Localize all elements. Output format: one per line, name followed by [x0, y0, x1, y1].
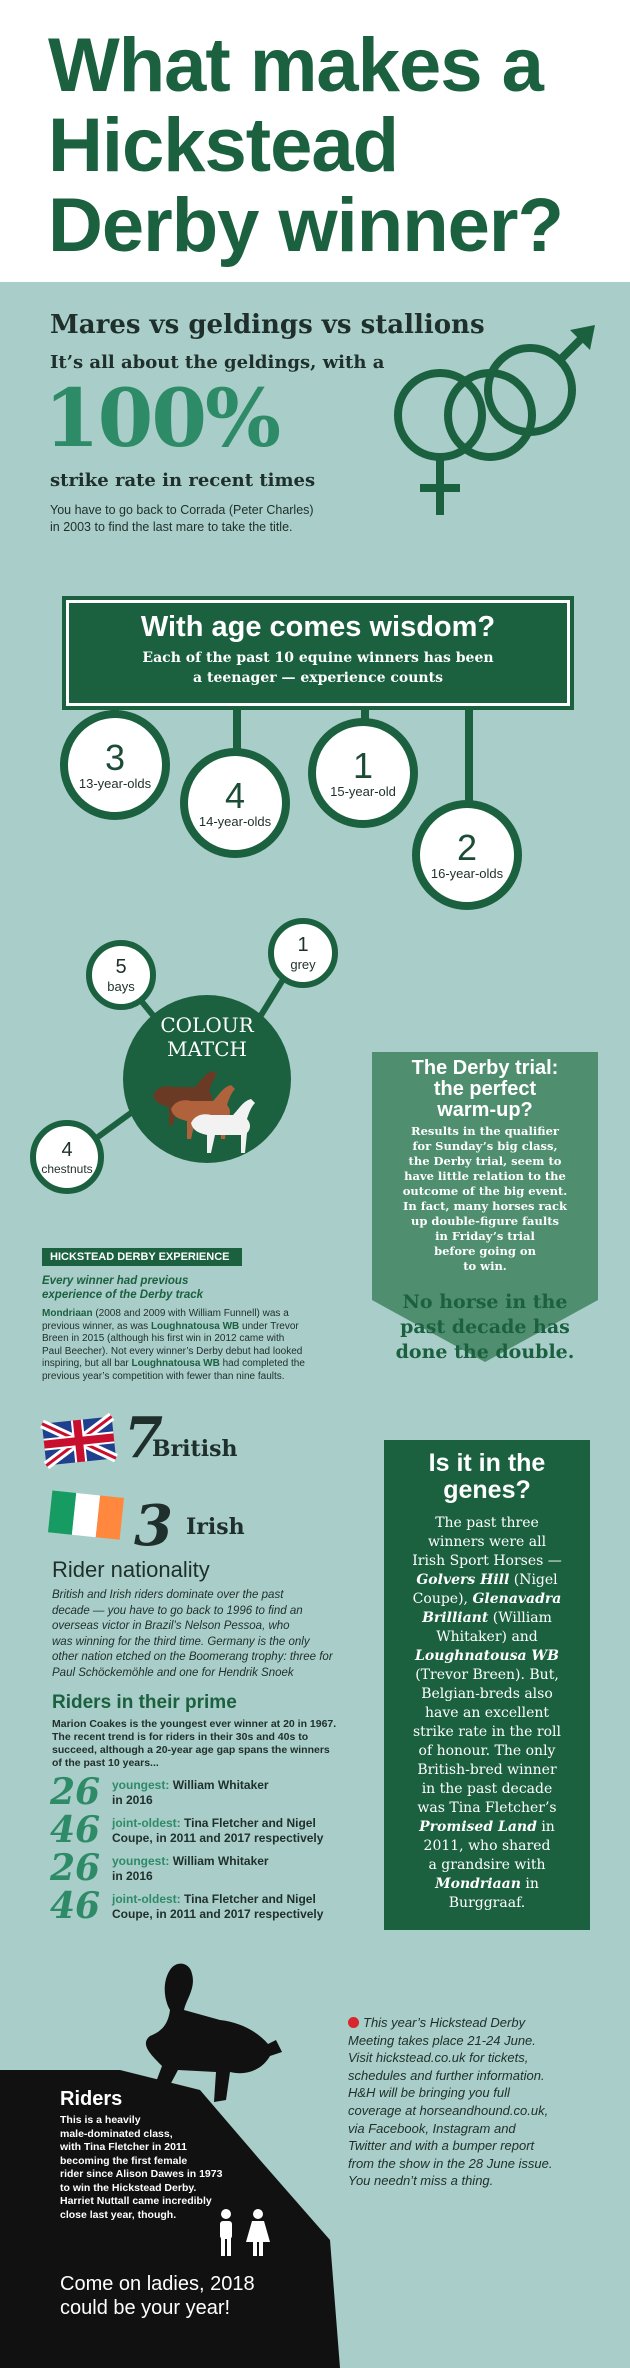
prime-stat-label: youngest: — [112, 1778, 170, 1792]
riders-cta-line: Come on ladies, 2018 — [60, 2273, 255, 2295]
genes-body-line — [384, 1761, 590, 1780]
age-label: 15-year-old — [330, 783, 396, 799]
horse-name: Mondriaan — [42, 1308, 93, 1319]
genes-panel — [384, 1440, 590, 1930]
age-count: 1 — [352, 744, 374, 786]
riders-heading: Riders — [60, 2088, 123, 2110]
ireland-flag-icon — [46, 1486, 124, 1544]
riders-body-line: becoming the first female — [60, 2154, 188, 2167]
prime-stat-line: Coupe, in 2011 and 2017 respectively — [112, 1907, 324, 1921]
text-run: British-bred winner — [417, 1762, 557, 1778]
british-count: 7 — [124, 1405, 163, 1471]
event-info-line: Meeting takes place 21-24 June. — [348, 2032, 536, 2048]
genes-heading-line: Is it in the — [428, 1449, 546, 1477]
nationality-body — [52, 1588, 333, 1681]
colour-bubble-chestnuts — [30, 1120, 104, 1194]
text-run: previous year’s competition with fewer than nine faults. — [42, 1370, 285, 1382]
nationality-body-line: Paul Schöckemöhle and one for Hendrik Snoek — [52, 1666, 294, 1679]
trial-footer-line: past decade has — [400, 1316, 570, 1338]
event-info-line: This year’s Hickstead Derby — [363, 2015, 526, 2030]
experience-body-line — [42, 1333, 372, 1346]
trial-heading — [372, 1058, 598, 1121]
prime-body-line: The recent trend is for riders in their 30s and 40s to — [52, 1731, 309, 1743]
event-info-line: from the show in the 28 June issue. — [348, 2155, 553, 2171]
prime-stat-name: William Whitaker — [172, 1778, 269, 1792]
prime-stat-line — [112, 1892, 323, 1907]
text-run: Paul Beecher). Not every winner’s Derby debut had looked — [42, 1345, 303, 1357]
prime-stat-label: joint-oldest: — [112, 1892, 181, 1906]
riders-body — [60, 2114, 222, 2222]
colour-bubble-bays — [86, 940, 156, 1010]
prime-stat-name: William Whitaker — [172, 1854, 269, 1868]
prime-stat-age: 26 — [50, 1847, 101, 1889]
text-run: of honour. The only — [418, 1743, 556, 1759]
colour-label: chestnuts — [41, 1161, 93, 1176]
age-subheading — [69, 648, 567, 688]
mares-body-line: in 2003 to find the last mare to take the title. — [50, 520, 293, 534]
colour-count: 1 — [297, 934, 309, 956]
genes-body-line — [384, 1894, 590, 1913]
prime-stat-age: 26 — [50, 1771, 101, 1813]
horse-name: Promised Land — [419, 1819, 537, 1835]
mares-subheading: It’s all about the geldings, with a — [50, 352, 385, 373]
event-info-line: coverage at horseandhound.co.uk, — [348, 2102, 549, 2118]
genes-body-line — [384, 1514, 590, 1533]
age-count: 3 — [104, 736, 126, 778]
mares-body — [50, 502, 314, 536]
title-line-3: Derby winner? — [48, 183, 563, 268]
experience-body-line — [42, 1308, 372, 1321]
genes-body-line — [384, 1837, 590, 1856]
genes-body-line — [384, 1647, 590, 1666]
trial-footer-line: done the double. — [395, 1341, 575, 1363]
text-run: winners were all — [427, 1534, 547, 1550]
riders-body-line: with Tina Fletcher in 2011 — [60, 2141, 188, 2153]
text-run: (William — [488, 1610, 552, 1626]
trial-heading-line: the perfect — [433, 1078, 537, 1100]
experience-subheading-line: Every winner had previous — [42, 1275, 189, 1287]
nationality-body-line: decade — you have to go back to 1996 to find an — [52, 1604, 303, 1617]
age-circle-16 — [412, 800, 522, 910]
prime-stat-age: 46 — [50, 1885, 101, 1927]
nationality-heading: Rider nationality — [52, 1557, 210, 1582]
experience-tag: HICKSTEAD DERBY EXPERIENCE — [42, 1248, 242, 1266]
horse-name: Loughnatousa WB — [131, 1358, 220, 1369]
genes-body-line — [384, 1856, 590, 1875]
experience-body-line — [42, 1358, 372, 1371]
horse-name: Mondriaan — [435, 1876, 521, 1892]
prime-stat-line — [112, 1854, 269, 1869]
prime-stat-row — [50, 1885, 380, 1928]
genes-body-line — [384, 1723, 590, 1742]
genes-body-line — [384, 1799, 590, 1818]
title-line-1: What makes a — [48, 23, 543, 108]
nationality-body-line: was winning for the third time. Germany is the only — [52, 1635, 310, 1648]
text-run: in — [536, 1819, 555, 1835]
text-run: (Nigel — [509, 1572, 558, 1588]
prime-body-line: of the past 10 years... — [52, 1757, 159, 1769]
experience-body-line — [42, 1321, 372, 1334]
trial-body-line: for Sunday’s big class, — [412, 1139, 558, 1153]
age-circle-13 — [60, 710, 170, 820]
colour-label: bays — [107, 979, 135, 994]
age-circle-14 — [180, 748, 290, 858]
event-info-line: schedules and further information. — [348, 2067, 545, 2083]
text-run: (Trevor Breen). But, — [415, 1667, 559, 1683]
red-dot-icon — [348, 2017, 359, 2028]
text-run: previous winner, as was — [42, 1320, 151, 1332]
riders-body-line: This is a heavily — [60, 2114, 141, 2126]
riders-body-line: close last year, though. — [60, 2208, 177, 2221]
text-run: under Trevor — [239, 1320, 299, 1332]
prime-stat-name: Tina Fletcher and Nigel — [184, 1892, 316, 1906]
genes-body-line — [384, 1590, 590, 1609]
big-percentage: 100% — [44, 371, 280, 465]
trial-body-line: the Derby trial, seem to — [408, 1154, 562, 1168]
text-run: have an excellent — [424, 1705, 549, 1721]
trial-body-line: Results in the qualifier — [411, 1124, 559, 1138]
prime-stat-name: Tina Fletcher and Nigel — [184, 1816, 316, 1830]
age-label: 16-year-olds — [430, 865, 504, 881]
horses-icon — [143, 1065, 273, 1160]
horse-name: Loughnatousa WB — [150, 1320, 240, 1332]
irish-count: 3 — [134, 1493, 173, 1559]
colour-count: 5 — [115, 956, 127, 978]
age-count: 2 — [456, 826, 478, 868]
nationality-body-line: British and Irish riders dominate over the past — [52, 1589, 284, 1601]
colour-title-line: COLOUR — [160, 1013, 254, 1037]
prime-stat-text — [112, 1816, 323, 1846]
trial-heading-line: The Derby trial: — [411, 1057, 559, 1079]
trial-body-line: to win. — [463, 1259, 507, 1273]
text-run: inspiring, but all bar — [42, 1358, 132, 1369]
event-info-line: via Facebook, Instagram and — [348, 2120, 516, 2136]
text-run: a grandsire with — [428, 1857, 546, 1873]
british-label: British — [152, 1436, 238, 1462]
experience-body-line — [42, 1371, 372, 1384]
prime-body-line: Marion Coakes is the youngest ever winner at 20 in 1967. — [52, 1718, 337, 1730]
uk-flag-icon — [40, 1412, 118, 1470]
age-circle-15 — [308, 718, 418, 828]
text-run: The past three — [435, 1515, 539, 1531]
genes-body-line — [384, 1552, 590, 1571]
genes-heading-line: genes? — [443, 1476, 531, 1504]
trial-footer — [372, 1290, 598, 1365]
genes-body-line — [384, 1666, 590, 1685]
colour-title-line: MATCH — [167, 1037, 247, 1061]
text-run: Belgian-breds also — [421, 1686, 553, 1702]
event-info-line: Visit hickstead.co.uk for tickets, — [348, 2050, 529, 2066]
text-run: Burggraaf. — [448, 1895, 526, 1911]
prime-stat-label: joint-oldest: — [112, 1816, 181, 1830]
riders-cta-line: could be your year! — [60, 2297, 231, 2319]
age-banner — [66, 600, 570, 706]
riders-cta — [60, 2272, 255, 2320]
mares-body-line: You have to go back to Corrada (Peter Charles) — [50, 503, 314, 517]
mares-heading: Mares vs geldings vs stallions — [50, 310, 485, 340]
age-subheading-line: Each of the past 10 equine winners has been — [142, 650, 494, 666]
prime-heading: Riders in their prime — [52, 1692, 237, 1713]
trial-body-line: before going on — [434, 1244, 536, 1258]
genes-body-line — [384, 1818, 590, 1837]
genes-body-line — [384, 1628, 590, 1647]
man-woman-icon — [208, 2208, 278, 2258]
text-run: Whitaker) and — [436, 1629, 538, 1645]
riders-body-line: male-dominated class, — [60, 2127, 173, 2140]
title-line-2: Hickstead — [48, 103, 399, 188]
genes-body-line — [384, 1780, 590, 1799]
genes-body-line — [384, 1742, 590, 1761]
prime-stat-label: youngest: — [112, 1854, 170, 1868]
text-run: Coupe), — [412, 1591, 473, 1607]
prime-stat-text — [112, 1854, 269, 1884]
trial-body-line: in Friday’s trial — [435, 1229, 535, 1243]
event-info-line: H&H will be bringing you full — [348, 2085, 510, 2101]
prime-stat-text — [112, 1778, 269, 1808]
trial-body-line: outcome of the big event. — [402, 1184, 568, 1198]
trial-body-line: up double-figure faults — [410, 1214, 560, 1228]
riders-body-line: rider since Alison Dawes in 1973 — [60, 2168, 223, 2180]
event-info-line: You needn’t miss a thing. — [348, 2173, 494, 2189]
experience-subheading-line: experience of the Derby track — [42, 1289, 204, 1301]
age-subheading-line: a teenager — experience counts — [193, 670, 443, 686]
irish-label: Irish — [186, 1514, 245, 1540]
age-count: 4 — [224, 774, 246, 816]
text-run: strike rate in the roll — [413, 1724, 561, 1740]
riders-body-line: to win the Hickstead Derby. — [60, 2181, 197, 2194]
genes-heading — [384, 1450, 590, 1504]
text-run: in — [520, 1876, 539, 1892]
colour-count: 4 — [61, 1138, 73, 1161]
prime-stat-line: Coupe, in 2011 and 2017 respectively — [112, 1831, 324, 1845]
experience-body-line — [42, 1346, 372, 1359]
age-label: 13-year-olds — [78, 775, 152, 791]
prime-stats — [50, 1771, 380, 1928]
trial-body-line: have little relation to the — [404, 1169, 566, 1183]
trial-heading-line: warm-up? — [437, 1099, 533, 1121]
trial-body — [380, 1124, 590, 1274]
genes-body-line — [384, 1875, 590, 1894]
text-run: (2008 and 2009 with William Funnell) was a — [92, 1308, 289, 1319]
header — [0, 0, 630, 282]
prime-body-line: succeed, although a 20-year age gap spans the winners — [52, 1744, 330, 1756]
colour-match-disc — [123, 995, 291, 1163]
prime-stat-line: in 2016 — [112, 1793, 153, 1807]
trial-footer-line: No horse in the — [402, 1291, 568, 1313]
event-info-line: Twitter and with a bumper report — [348, 2138, 535, 2154]
prime-stat-line — [112, 1778, 269, 1793]
event-info-first-line — [348, 2014, 618, 2032]
text-run: Irish Sport Horses — — [412, 1553, 562, 1569]
text-run: had completed the — [219, 1358, 305, 1369]
genes-body-line — [384, 1609, 590, 1628]
colour-match-title — [123, 1013, 291, 1061]
strike-rate-text: strike rate in recent times — [50, 470, 316, 491]
text-run: in the past decade — [421, 1781, 553, 1797]
gender-symbols-icon — [380, 320, 600, 540]
text-run: 2011, who shared — [423, 1838, 551, 1854]
prime-stat-age: 46 — [50, 1809, 101, 1851]
colour-label: grey — [290, 957, 316, 972]
trial-body-line: In fact, many horses rack — [403, 1199, 567, 1213]
horse-name: Golvers Hill — [416, 1572, 510, 1588]
prime-stat-line: in 2016 — [112, 1869, 153, 1883]
experience-subheading — [42, 1274, 203, 1302]
nationality-body-line: overseas victor in Brazil’s Nelson Pessoa, who — [52, 1620, 290, 1632]
text-run: was Tina Fletcher’s — [417, 1800, 557, 1816]
prime-stat-text — [112, 1892, 323, 1922]
genes-body-line — [384, 1685, 590, 1704]
colour-bubble-grey — [268, 918, 338, 988]
genes-body-line — [384, 1704, 590, 1723]
age-heading: With age comes wisdom? — [140, 611, 496, 643]
genes-body — [384, 1514, 590, 1913]
horse-name: Brilliant — [422, 1610, 489, 1626]
genes-body-line — [384, 1571, 590, 1590]
age-stem — [465, 707, 473, 807]
experience-body — [42, 1308, 372, 1383]
text-run: Breen in 2015 (although his first win in 2012 came with — [42, 1333, 285, 1344]
nationality-body-line: other nation etched on the Boomerang trophy: three for — [52, 1651, 333, 1663]
age-label: 14-year-olds — [198, 813, 272, 829]
event-info — [348, 2014, 618, 2190]
prime-stat-line — [112, 1816, 323, 1831]
riders-body-line: Harriet Nuttall came incredibly — [60, 2195, 212, 2207]
prime-body — [52, 1718, 336, 1770]
genes-body-line — [384, 1533, 590, 1552]
horse-name: Loughnatousa WB — [415, 1648, 559, 1664]
horse-name: Glenavadra — [472, 1591, 562, 1607]
